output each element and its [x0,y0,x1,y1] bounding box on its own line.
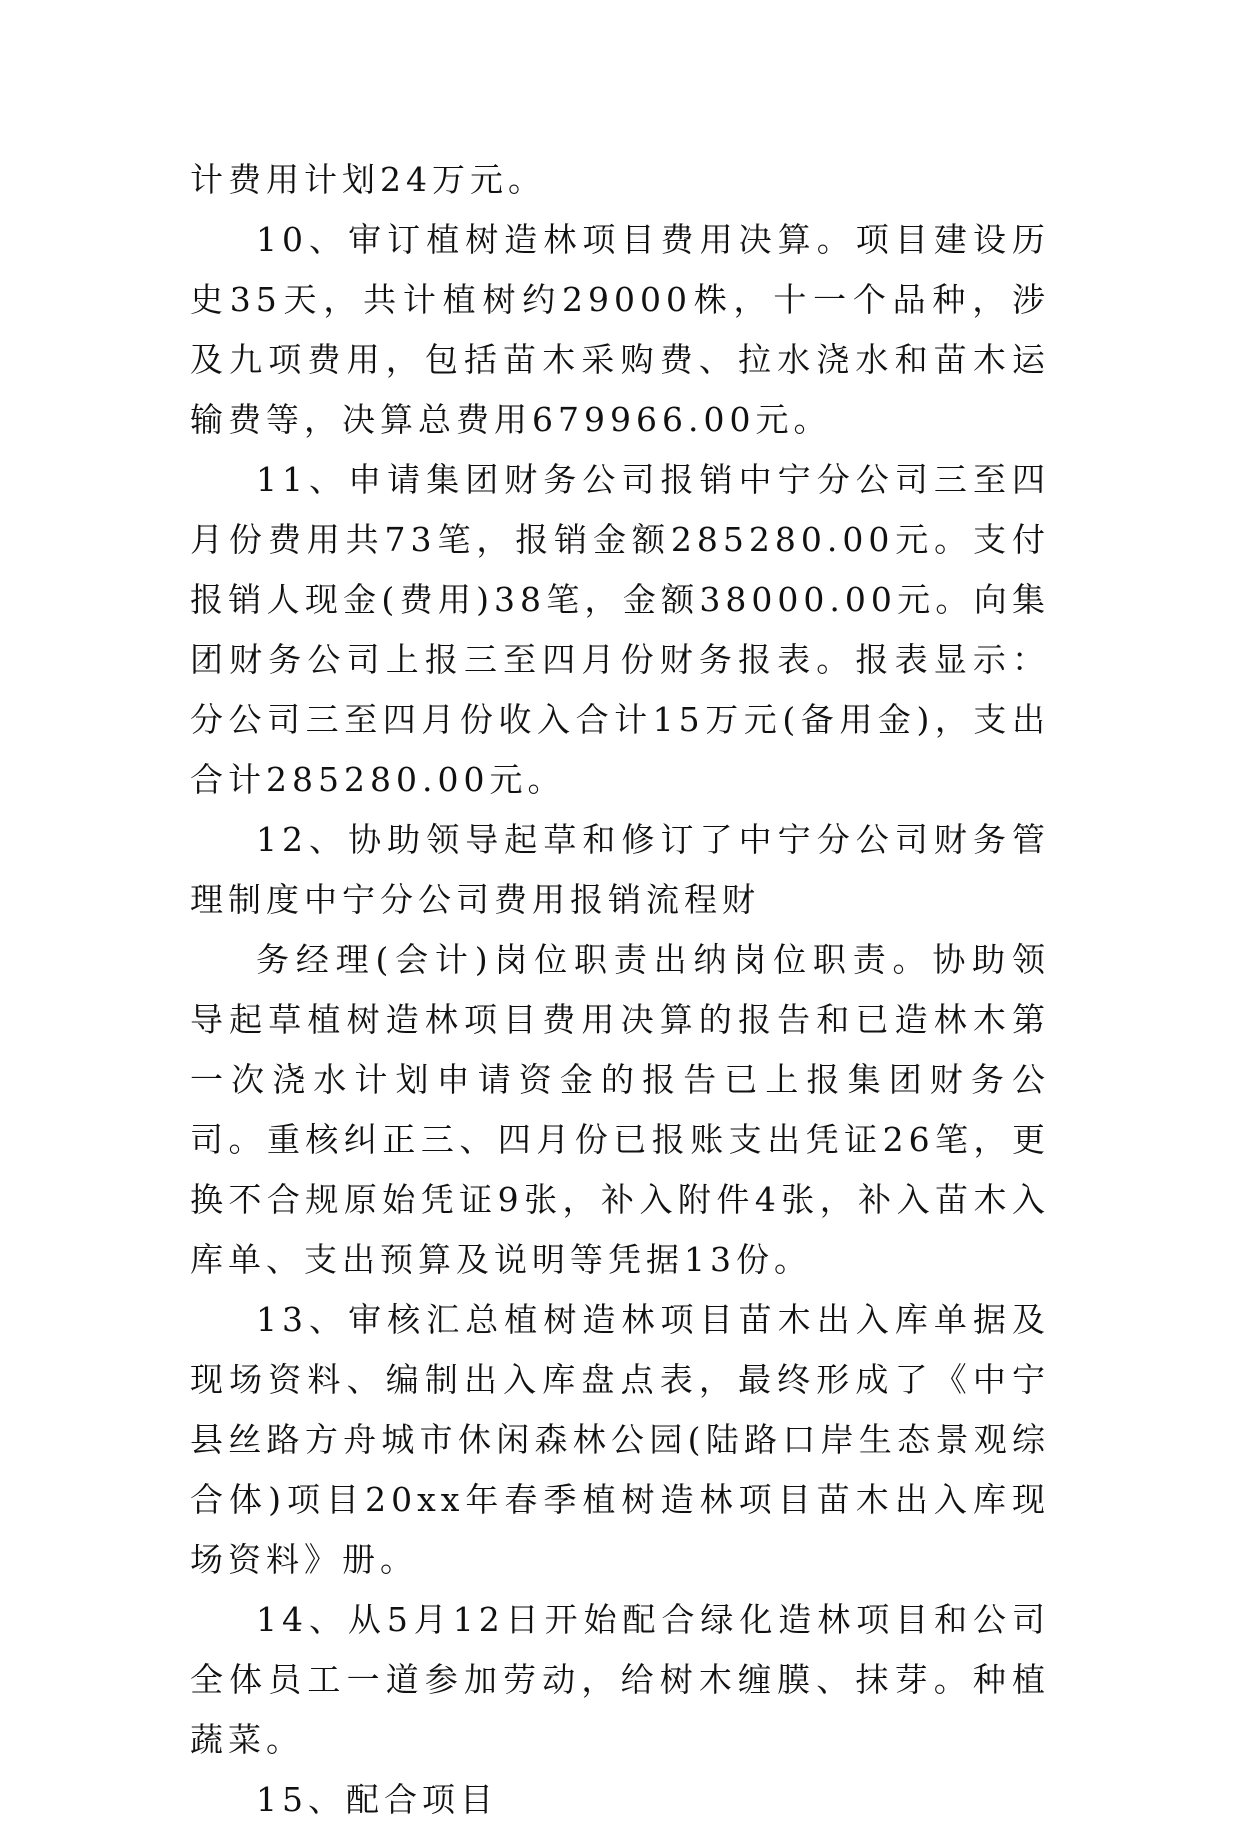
paragraph-item-15: 15、配合项目 [256,1780,498,1819]
paragraph-item-12-continued: 务经理(会计)岗位职责出纳岗位职责。协助领导起草植树造林项目费用决算的报告和已造林木第一次浇水计划申请资金的报告已上报集团财务公司。重核纠正三、四月份已报账支出凭证26笔，更换不合规原始凭证9张，补入附件4张，补入苗木入库单、支出预算及说明等凭据13份。 [190,940,1050,1279]
paragraph-fee-plan: 计费用计划24万元。 [190,160,546,199]
paragraph-item-13: 13、审核汇总植树造林项目苗木出入库单据及现场资料、编制出入库盘点表，最终形成了《中宁县丝路方舟城市休闲森林公园(陆路口岸生态景观综合体)项目20xx年春季植树造林项目苗木出入库现场资料》册。 [190,1300,1050,1579]
paragraph-item-14: 14、从5月12日开始配合绿化造林项目和公司全体员工一道参加劳动，给树木缠膜、抹芽。种植蔬菜。 [190,1600,1050,1759]
paragraph-item-10: 10、审订植树造林项目费用决算。项目建设历史35天，共计植树约29000株，十一个品种，涉及九项费用，包括苗木采购费、拉水浇水和苗木运输费等，决算总费用679966.00元。 [190,220,1050,439]
paragraph-item-12: 12、协助领导起草和修订了中宁分公司财务管理制度中宁分公司费用报销流程财 [190,820,1050,919]
paragraph-item-11: 11、申请集团财务公司报销中宁分公司三至四月份费用共73笔，报销金额285280.00元。支付报销人现金(费用)38笔，金额38000.00元。向集团财务公司上报三至四月份财务报表。报表显示：分公司三至四月份收入合计15万元(备用金)，支出合计285280.00元。 [190,460,1050,799]
document-body [190,150,1050,1830]
